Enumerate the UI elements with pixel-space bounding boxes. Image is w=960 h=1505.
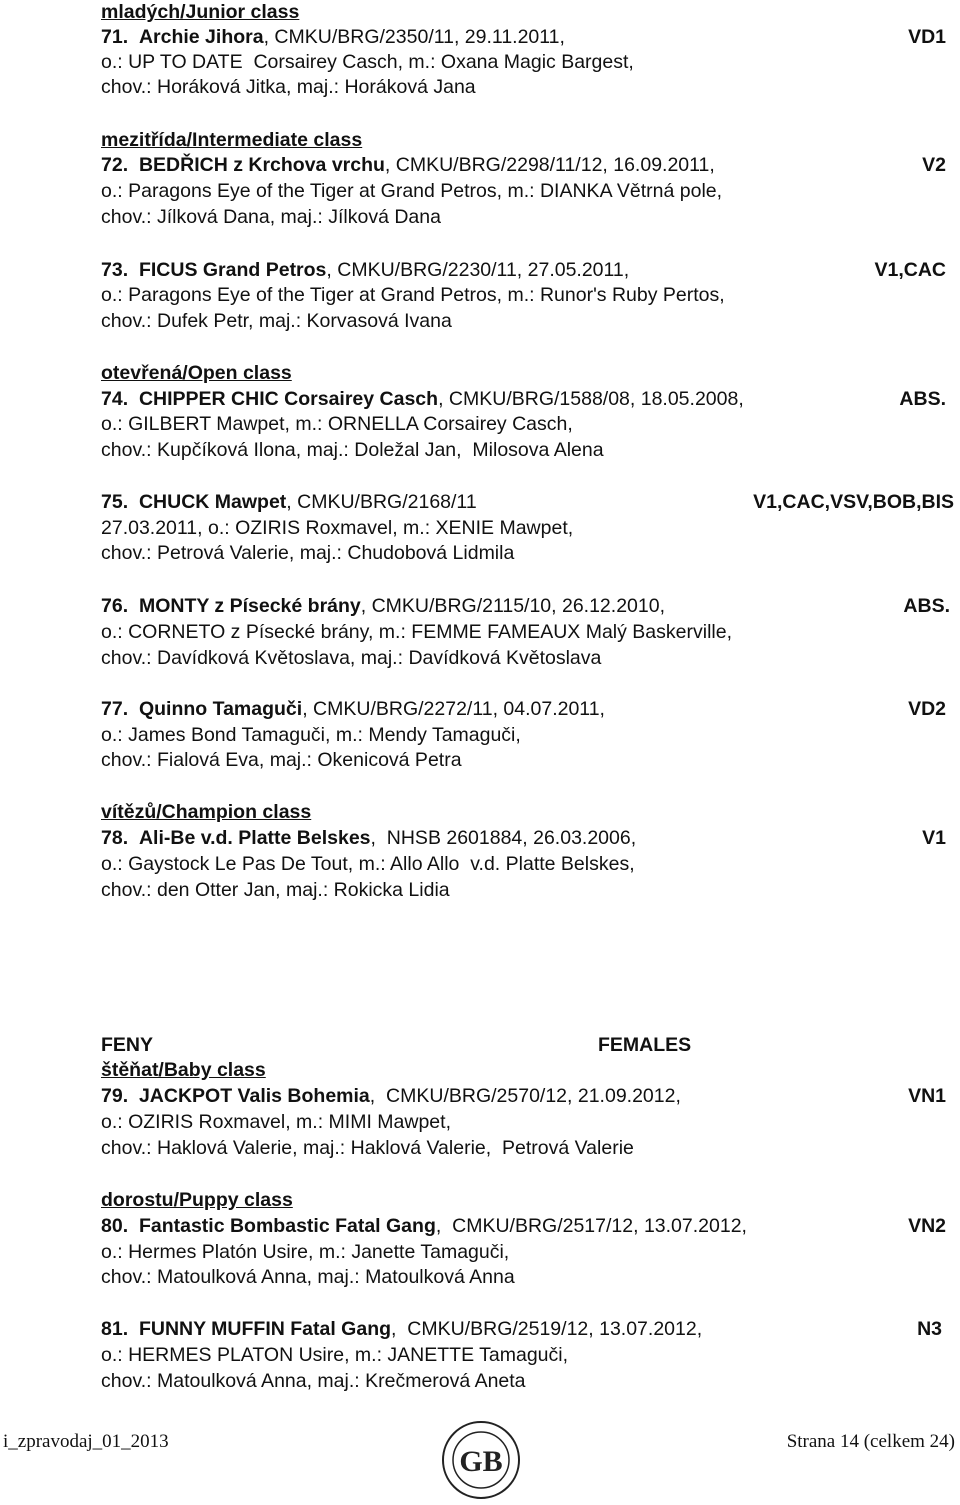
females-header-en: FEMALES	[598, 1034, 692, 1056]
dog-name: CHIPPER CHIC Corsairey Casch	[138, 388, 439, 410]
entry-number: 78.	[101, 827, 129, 849]
entry-registration: , CMKU/BRG/2350/11, 29.11.2011,	[263, 26, 565, 48]
dog-name: MONTY z Písecké brány	[138, 595, 361, 617]
entry-owners: chov.: Kupčíková Ilona, maj.: Doležal Jan, Milosova Alena	[101, 439, 604, 461]
entry-parents: o.: UP TO DATE Corsairey Casch, m.: Oxana Magic Bargest,	[101, 51, 634, 73]
entry-line-1	[101, 594, 665, 618]
entry-number: 79.	[101, 1085, 129, 1107]
entry-owners: chov.: Horáková Jitka, maj.: Horáková Jana	[101, 76, 476, 98]
entry-owners: chov.: Fialová Eva, maj.: Okenicová Petra	[101, 749, 462, 771]
entry-line-1	[101, 1084, 681, 1108]
section-intermediate: mezitřída/Intermediate class	[101, 129, 363, 151]
entry-registration: , CMKU/BRG/2272/11, 04.07.2011,	[302, 698, 605, 720]
dog-name: FUNNY MUFFIN Fatal Gang	[138, 1318, 392, 1340]
entry-owners: chov.: den Otter Jan, maj.: Rokicka Lidia	[101, 879, 450, 901]
entry-line-1	[101, 153, 715, 177]
entry-parents: o.: Gaystock Le Pas De Tout, m.: Allo Allo v.d. Platte Belskes,	[101, 853, 635, 875]
entry-line-1	[101, 826, 636, 850]
entry-owners: chov.: Matoulková Anna, maj.: Krečmerová Aneta	[101, 1370, 526, 1392]
entry-owners: chov.: Dufek Petr, maj.: Korvasová Ivana	[101, 310, 452, 332]
dog-name: CHUCK Mawpet	[138, 491, 287, 513]
entry-registration: , CMKU/BRG/2517/12, 13.07.2012,	[435, 1215, 747, 1237]
entry-number: 71.	[101, 26, 129, 48]
entry-parents: 27.03.2011, o.: OZIRIS Roxmavel, m.: XENIE Mawpet,	[101, 517, 574, 539]
entry-result: VD2	[908, 698, 946, 720]
entry-parents: o.: Paragons Eye of the Tiger at Grand Petros, m.: DIANKA Větrná pole,	[101, 180, 723, 202]
entry-number: 72.	[101, 154, 129, 176]
entry-parents: o.: Paragons Eye of the Tiger at Grand Petros, m.: Runor's Ruby Pertos,	[101, 284, 725, 306]
entry-registration: , CMKU/BRG/2115/10, 26.12.2010,	[360, 595, 665, 617]
entry-parents: o.: Hermes Platón Usire, m.: Janette Tamaguči,	[101, 1241, 510, 1263]
section-open: otevřená/Open class	[101, 362, 292, 384]
entry-line-1	[101, 490, 477, 514]
entry-registration: , CMKU/BRG/2570/12, 21.09.2012,	[369, 1085, 681, 1107]
entry-number: 81.	[101, 1318, 129, 1340]
entry-result: N3	[917, 1318, 942, 1340]
entry-parents: o.: GILBERT Mawpet, m.: ORNELLA Corsairey Casch,	[101, 413, 573, 435]
entry-parents: o.: CORNETO z Písecké brány, m.: FEMME FAMEAUX Malý Baskerville,	[101, 621, 732, 643]
club-logo-icon	[425, 1420, 537, 1500]
entry-parents: o.: James Bond Tamaguči, m.: Mendy Tamaguči,	[101, 724, 521, 746]
entry-number: 75.	[101, 491, 129, 513]
dog-name: Archie Jihora	[138, 26, 264, 48]
entry-number: 76.	[101, 595, 129, 617]
entry-number: 80.	[101, 1215, 129, 1237]
entry-result: ABS.	[903, 595, 950, 617]
entry-registration: , CMKU/BRG/2519/12, 13.07.2012,	[391, 1318, 703, 1340]
dog-name: BEDŘICH z Krchova vrchu	[138, 154, 385, 176]
entry-owners: chov.: Petrová Valerie, maj.: Chudobová Lidmila	[101, 542, 515, 564]
entry-result: V1,CAC	[874, 259, 946, 281]
entry-result: ABS.	[899, 388, 946, 410]
entry-owners: chov.: Davídková Květoslava, maj.: Davídková Květoslava	[101, 647, 602, 669]
entry-registration: , CMKU/BRG/1588/08, 18.05.2008,	[438, 388, 744, 410]
entry-result: V1,CAC,VSV,BOB,BIS	[753, 491, 954, 513]
entry-number: 77.	[101, 698, 129, 720]
section-puppy: dorostu/Puppy class	[101, 1189, 293, 1211]
entry-result: VN1	[908, 1085, 946, 1107]
footer-publication: i_zpravodaj_01_2013	[3, 1431, 169, 1452]
females-header-cz: FENY	[101, 1034, 154, 1056]
dog-name: Quinno Tamaguči	[138, 698, 303, 720]
section-baby: štěňat/Baby class	[101, 1059, 266, 1081]
dog-name: JACKPOT Valis Bohemia	[138, 1085, 370, 1107]
entry-owners: chov.: Matoulková Anna, maj.: Matoulková Anna	[101, 1266, 515, 1288]
entry-result: VD1	[908, 26, 946, 48]
section-junior: mladých/Junior class	[101, 1, 300, 23]
entry-owners: chov.: Haklová Valerie, maj.: Haklová Valerie, Petrová Valerie	[101, 1137, 634, 1159]
entry-registration: , CMKU/BRG/2230/11, 27.05.2011,	[326, 259, 630, 281]
dog-name: Ali-Be v.d. Platte Belskes	[138, 827, 371, 849]
footer-page-number: Strana 14 (celkem 24)	[786, 1431, 955, 1452]
entry-result: V1	[922, 827, 946, 849]
entry-line-1	[101, 1317, 702, 1341]
entry-registration: , CMKU/BRG/2298/11/12, 16.09.2011,	[384, 154, 715, 176]
entry-parents: o.: HERMES PLATON Usire, m.: JANETTE Tamaguči,	[101, 1344, 569, 1366]
dog-name: Fantastic Bombastic Fatal Gang	[138, 1215, 436, 1237]
entry-result: V2	[922, 154, 946, 176]
entry-line-1	[101, 25, 565, 49]
dog-name: FICUS Grand Petros	[138, 259, 327, 281]
entry-number: 74.	[101, 388, 129, 410]
section-champion: vítězů/Champion class	[101, 801, 312, 823]
entry-registration: , CMKU/BRG/2168/11	[286, 491, 477, 513]
entry-line-1	[101, 387, 744, 411]
entry-registration: , NHSB 2601884, 26.03.2006,	[370, 827, 637, 849]
entry-line-1	[101, 1214, 747, 1238]
entry-line-1	[101, 697, 605, 721]
entry-number: 73.	[101, 259, 129, 281]
logo-letters: GB	[459, 1445, 503, 1478]
entry-result: VN2	[908, 1215, 946, 1237]
entry-owners: chov.: Jílková Dana, maj.: Jílková Dana	[101, 206, 441, 228]
entry-line-1	[101, 258, 629, 282]
entry-parents: o.: OZIRIS Roxmavel, m.: MIMI Mawpet,	[101, 1111, 451, 1133]
